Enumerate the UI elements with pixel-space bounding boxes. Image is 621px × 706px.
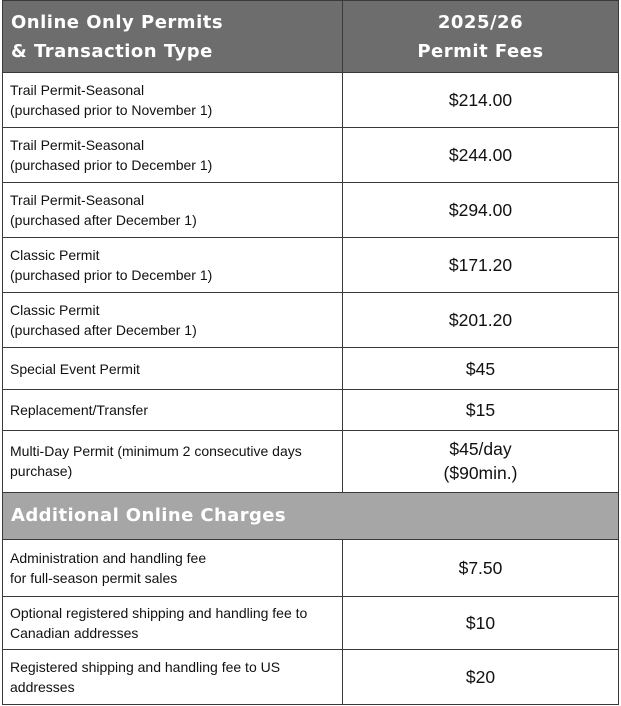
permit-type-cell: Special Event Permit bbox=[3, 348, 343, 389]
permit-type-line-2: (purchased prior to December 1) bbox=[10, 157, 213, 174]
permit-type-cell bbox=[3, 430, 343, 492]
permit-fee-table bbox=[2, 0, 619, 705]
permit-type-cell bbox=[3, 238, 343, 293]
permit-type-line-1: Classic Permit bbox=[10, 247, 100, 264]
permit-type-cell bbox=[3, 183, 343, 238]
table-row bbox=[3, 539, 619, 596]
permit-type-line-2: purchase) bbox=[10, 463, 73, 480]
table-row bbox=[3, 183, 619, 238]
table-row bbox=[3, 348, 619, 389]
permit-type-line-1: Trail Permit-Seasonal bbox=[10, 137, 145, 154]
header-type-line-2: & Transaction Type bbox=[11, 40, 213, 62]
permit-fee-cell: $201.20 bbox=[343, 293, 619, 348]
permit-type-cell bbox=[3, 128, 343, 183]
header-fee-line-2: Permit Fees bbox=[417, 40, 544, 62]
permit-type-line-1: Trail Permit-Seasonal bbox=[10, 82, 145, 99]
permit-type-cell: Replacement/Transfer bbox=[3, 389, 343, 430]
header-fee-line-1: 2025/26 bbox=[437, 11, 524, 33]
table-row bbox=[3, 128, 619, 183]
charge-type-line-2: addresses bbox=[10, 678, 75, 695]
table-row bbox=[3, 430, 619, 492]
charge-fee-cell: $7.50 bbox=[343, 539, 619, 596]
table-row bbox=[3, 649, 619, 704]
permit-type-line-2: (purchased after December 1) bbox=[10, 322, 197, 339]
charge-type-line-1: Registered shipping and handling fee to US bbox=[10, 658, 281, 675]
additional-charges-section-row bbox=[3, 492, 619, 539]
charge-type-line-2: for full-season permit sales bbox=[10, 569, 178, 586]
table-row bbox=[3, 73, 619, 128]
charge-fee-cell: $20 bbox=[343, 649, 619, 704]
permit-fee-cell: $214.00 bbox=[343, 73, 619, 128]
permit-type-line-2: (purchased prior to December 1) bbox=[10, 267, 213, 284]
charge-type-line-1: Administration and handling fee bbox=[10, 549, 207, 566]
table-row bbox=[3, 389, 619, 430]
permit-fee-line-2: ($90min.) bbox=[443, 463, 518, 484]
charge-type-cell bbox=[3, 596, 343, 649]
charge-type-cell bbox=[3, 539, 343, 596]
permit-type-line-2: (purchased after December 1) bbox=[10, 212, 197, 229]
permit-type-line-1: Multi-Day Permit (minimum 2 consecutive days bbox=[10, 443, 302, 460]
additional-charges-title: Additional Online Charges bbox=[3, 492, 619, 539]
header-permit-fees bbox=[343, 1, 619, 73]
table-header-row bbox=[3, 1, 619, 73]
permit-type-line-1: Classic Permit bbox=[10, 302, 100, 319]
header-type-line-1: Online Only Permits bbox=[11, 11, 224, 33]
charge-type-line-2: Canadian addresses bbox=[10, 624, 139, 641]
table-row bbox=[3, 596, 619, 649]
charge-type-cell bbox=[3, 649, 343, 704]
permit-fee-cell: $244.00 bbox=[343, 128, 619, 183]
permit-type-cell bbox=[3, 73, 343, 128]
header-transaction-type bbox=[3, 1, 343, 73]
charge-fee-cell: $10 bbox=[343, 596, 619, 649]
table-row bbox=[3, 238, 619, 293]
charge-type-line-1: Optional registered shipping and handling fee to bbox=[10, 604, 308, 621]
table-row bbox=[3, 293, 619, 348]
permit-fee-cell: $294.00 bbox=[343, 183, 619, 238]
permit-fee-cell bbox=[343, 430, 619, 492]
permit-type-cell bbox=[3, 293, 343, 348]
permit-fee-cell: $171.20 bbox=[343, 238, 619, 293]
permit-type-line-2: (purchased prior to November 1) bbox=[10, 102, 213, 119]
permit-fee-line-1: $45/day bbox=[449, 439, 512, 460]
permit-fee-cell: $45 bbox=[343, 348, 619, 389]
permit-fee-cell: $15 bbox=[343, 389, 619, 430]
permit-type-line-1: Trail Permit-Seasonal bbox=[10, 192, 145, 209]
